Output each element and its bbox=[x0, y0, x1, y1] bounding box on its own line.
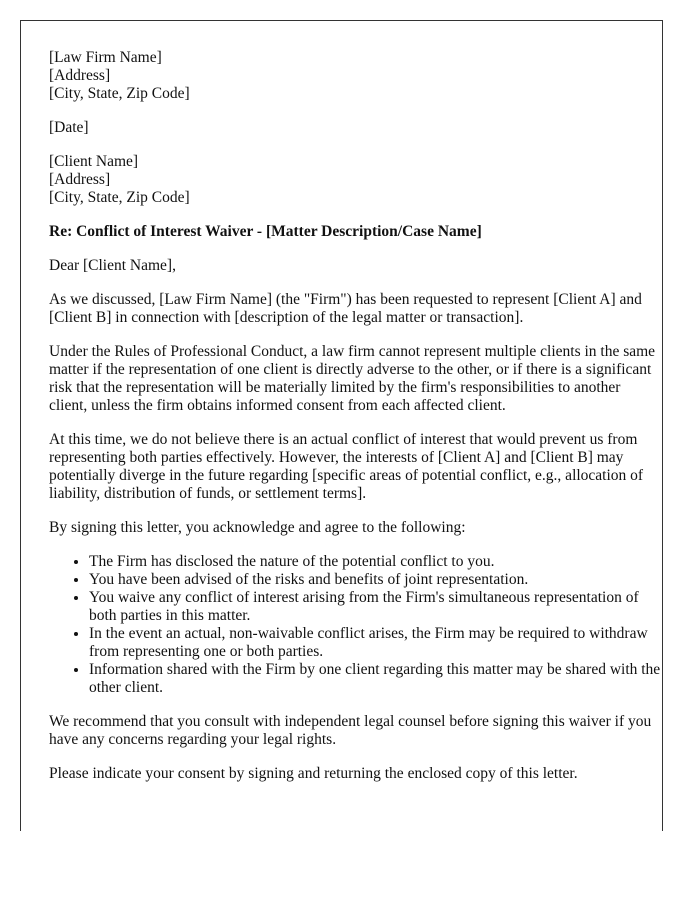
recipient-name: [Client Name] bbox=[49, 153, 139, 170]
list-item: • You have been advised of the risks and benefits of joint representation. bbox=[89, 571, 662, 589]
recipient-address: [Address] bbox=[49, 171, 111, 188]
recipient-address-block bbox=[49, 153, 662, 207]
letter-page bbox=[20, 20, 663, 831]
closing-paragraph: We recommend that you consult with independent legal counsel before signing this waiver if you have any concerns regarding your legal rights. bbox=[49, 713, 652, 748]
list-item: • In the event an actual, non-waivable conflict arises, the Firm may be required to withdraw from representing one or both parties. bbox=[89, 625, 662, 661]
salutation: Dear [Client Name], bbox=[49, 257, 176, 274]
sender-address-block bbox=[49, 49, 662, 103]
sender-city: [City, State, Zip Code] bbox=[49, 85, 190, 102]
body-paragraph: By signing this letter, you acknowledge and agree to the following: bbox=[49, 519, 466, 536]
subject-line: Re: Conflict of Interest Waiver - [Matter Description/Case Name] bbox=[49, 223, 482, 240]
recipient-city: [City, State, Zip Code] bbox=[49, 189, 190, 206]
closing-paragraph: Please indicate your consent by signing and returning the enclosed copy of this letter. bbox=[49, 765, 578, 782]
list-item: • Information shared with the Firm by one client regarding this matter may be shared with the other client. bbox=[89, 661, 662, 697]
sender-address: [Address] bbox=[49, 67, 111, 84]
body-paragraph: Under the Rules of Professional Conduct, a law firm cannot represent multiple clients in the same matter if the representation of one client is directly adverse to the other, or if there is a significant risk that the representation will be materially limited by the firm's responsibilities to another client, unless the firm obtains informed consent from each affected client. bbox=[49, 343, 656, 414]
letter-date: [Date] bbox=[49, 119, 89, 136]
body-paragraph: At this time, we do not believe there is an actual conflict of interest that would prevent us from representing both parties effectively. However, the interests of [Client A] and [Client B] may potentially diverge in the future regarding [specific areas of potential conflict, e.g., allocation of liability, distribution of funds, or settlement terms]. bbox=[49, 431, 644, 502]
list-item: • The Firm has disclosed the nature of the potential conflict to you. bbox=[89, 553, 662, 571]
sender-name: [Law Firm Name] bbox=[49, 49, 162, 66]
list-item: • You waive any conflict of interest arising from the Firm's simultaneous representation of both parties in this matter. bbox=[89, 589, 662, 625]
acknowledgement-list bbox=[49, 553, 662, 697]
body-paragraph: As we discussed, [Law Firm Name] (the "Firm") has been requested to represent [Client A] and [Client B] in connection with [description of the legal matter or transaction]. bbox=[49, 291, 642, 326]
